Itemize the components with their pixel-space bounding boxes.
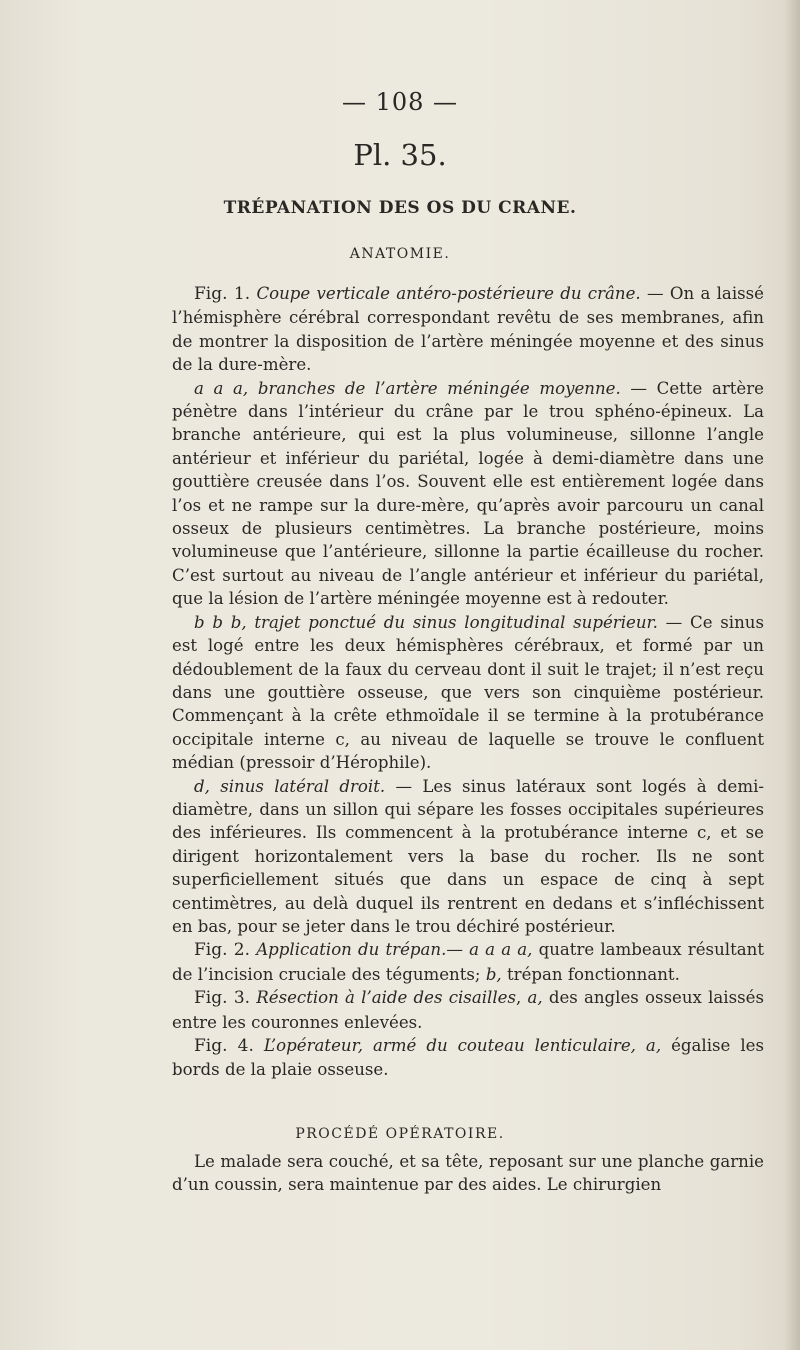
fig-label: Fig. 1. bbox=[194, 284, 251, 304]
paragraph-fig1 bbox=[172, 282, 764, 377]
page-number: — 108 — bbox=[341, 88, 459, 116]
paragraph-fig3 bbox=[172, 986, 764, 1034]
paragraph-text: des angles osseux laissés entre les couronnes enlevées. bbox=[172, 988, 764, 1032]
paragraph-fig4 bbox=[172, 1034, 764, 1082]
section-heading-anatomy: ANATOMIE. bbox=[349, 246, 451, 262]
section-heading-procedure: PROCÉDÉ OPÉRATOIRE. bbox=[295, 1126, 505, 1142]
fig-caption: Résection à l’aide des cisailles bbox=[256, 988, 516, 1008]
paragraph-text: — Cette artère pénètre dans l’intérieur du crâne par le trou sphéno-épineux. La branche antérieure, qui est la plus volumineuse, sillonne l’angle antérieur et inférieur du pariétal, logée à demi-diamètre dans une gouttière creusée dans l’os. Souvent elle est entièrement logée dans l’os et ne rampe sur la dure-mère, qu’après avoir parcouru un canal osseux de plusieurs centimètres. La branche postérieure, moins volumineuse que l’antérieure, sillonne la partie écailleuse du rocher. C’est surtout au niveau de l’angle antérieur et inférieur du pariétal, que la lésion de l’artère méningée moyenne est à redouter. bbox=[172, 378, 765, 609]
fig-caption: Coupe verticale antéro-postérieure du crâne. bbox=[256, 284, 641, 303]
paragraph-procedure: Le malade sera couché, et sa tête, reposant sur une planche garnie d’un coussin, sera maintenue par des aides. Le chirurgien bbox=[172, 1152, 764, 1195]
legend-term: a, bbox=[527, 988, 543, 1008]
legend-term: b, bbox=[485, 964, 502, 984]
page-title: TRÉPANATION DES OS DU CRANE. bbox=[223, 198, 577, 218]
legend-term: b b b, trajet ponctué du sinus longitudinal supérieur. bbox=[194, 612, 658, 632]
fig-label: Fig. 3. bbox=[194, 988, 251, 1009]
fig-label: Fig. 2. bbox=[194, 940, 251, 961]
legend-term: d, sinus latéral droit. bbox=[194, 776, 386, 796]
paragraph-aaa bbox=[172, 377, 764, 611]
paragraph-text: — bbox=[446, 940, 470, 960]
legend-term: a a a, branches de l’artère méningée moyenne. bbox=[194, 378, 621, 398]
procedure-text bbox=[172, 1150, 764, 1197]
paragraph-text: , bbox=[515, 988, 528, 1008]
legend-term: a a a a, bbox=[469, 940, 533, 960]
anatomy-text bbox=[172, 282, 764, 1082]
paragraph-text: égalise les bords de la plaie osseuse. bbox=[172, 1036, 764, 1080]
paragraph-text: — Les sinus latéraux sont logés à demi-diamètre, dans un sillon qui sépare les fosses occipitales supérieures des inférieures. Ils commencent à la protubérance interne c, et se dirigent horizontalement vers la base du rocher. Ils ne sont superficiellement situés que dans un espace de cinq à sept centimètres, au delà duquel ils rentrent en dedans et s’infléchissent en bas, pour se jeter dans le trou déchiré postérieur. bbox=[172, 776, 764, 936]
fig-caption: L’opérateur, armé du couteau lenticulaire, bbox=[263, 1036, 636, 1055]
paragraph-text: — Ce sinus est logé entre les deux hémisphères cérébraux, et formé par un dédoublement de la faux du cerveau dont il suit le trajet; il n’est reçu dans une gouttière osseuse, que vers son cinquième postérieur. Commençant à la crête ethmoïdale il se termine à la protubérance occipitale interne c, au niveau de laquelle se trouve le confluent médian (pressoir d’Hérophile). bbox=[172, 612, 764, 773]
paragraph-text: — On a laissé l’hémisphère cérébral correspondant revêtu de ses membranes, afin de montrer la disposition de l’artère méningée moyenne et des sinus de la dure-mère. bbox=[172, 284, 764, 375]
legend-term: a, bbox=[645, 1036, 662, 1055]
paragraph-text: trépan fonctionnant. bbox=[501, 964, 680, 984]
paragraph-fig2 bbox=[172, 938, 764, 986]
plate-number: Pl. 35. bbox=[353, 138, 447, 172]
paragraph-d bbox=[172, 775, 764, 939]
paragraph-text: quatre lambeaux résultant de l’incision cruciale des téguments; bbox=[172, 940, 764, 984]
fig-label: Fig. 4. bbox=[194, 1036, 254, 1056]
paragraph-text bbox=[636, 1036, 646, 1055]
paragraph-bbb bbox=[172, 611, 764, 775]
fig-caption: Application du trépan. bbox=[256, 940, 447, 960]
